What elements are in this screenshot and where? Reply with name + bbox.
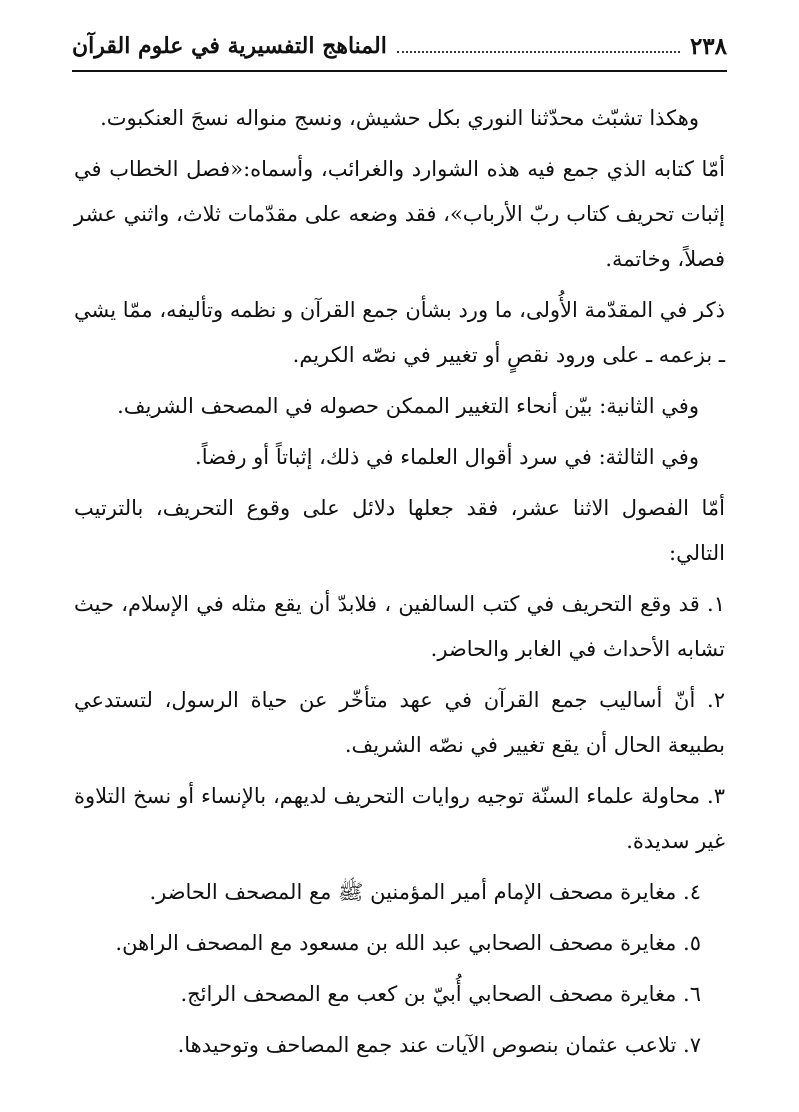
list-item: ٣. محاولة علماء السنّة توجيه روايات التحريف لديهم، بالإنساء أو نسخ التلاوة غير سديدة. xyxy=(74,784,725,853)
list-item: ٦. مغايرة مصحف الصحابي أُبيّ بن كعب مع المصحف الرائج. xyxy=(180,982,701,1006)
book-title: المناهج التفسيرية في علوم القرآن xyxy=(72,33,387,59)
running-header xyxy=(72,28,727,64)
list-item: ٧. تلاعب عثمان بنصوص الآيات عند جمع المصاحف وتوحيدها. xyxy=(177,1033,701,1057)
list-item: ٥. مغايرة مصحف الصحابي عبد الله بن مسعود مع المصحف الراهن. xyxy=(115,931,701,955)
paragraph: وهكذا تشبّث محدّثنا النوري بكل حشيش، ونسج منواله نسجَ العنكبوت. xyxy=(100,106,699,130)
header-rule xyxy=(72,70,727,72)
list-item: ١. قد وقع التحريف في كتب السالفين ، فلابدّ أن يقع مثله في الإسلام، حيث تشابه الأحداث في الغابر والحاضر. xyxy=(74,592,725,661)
paragraph: أمّا الفصول الاثنا عشر، فقد جعلها دلائل على وقوع التحريف، بالترتيب التالي: xyxy=(74,496,725,565)
paragraph: وفي الثالثة: في سرد أقوال العلماء في ذلك، إثباتاً أو رفضاً. xyxy=(195,445,699,469)
paragraph: أمّا كتابه الذي جمع فيه هذه الشوارد والغرائب، وأسماه:«فصل الخطاب في إثبات تحريف كتاب ربّ الأرباب»، فقد وضعه على مقدّمات ثلاث، واثني عشر فصلاً، وخاتمة. xyxy=(74,157,725,271)
page-number: ٢٣٨ xyxy=(689,32,727,60)
header-dot-leader xyxy=(397,51,680,53)
paragraph: ذكر في المقدّمة الأُولى، ما ورد بشأن جمع القرآن و نظمه وتأليفه، ممّا يشي ـ بزعمه ـ على ورود نقصٍ أو تغيير في نصّه الكريم. xyxy=(74,298,725,367)
page-body xyxy=(74,96,725,1074)
list-item: ٢. أنّ أساليب جمع القرآن في عهد متأخّر عن حياة الرسول، لتستدعي بطبيعة الحال أن يقع تغيير في نصّه الشريف. xyxy=(74,688,725,757)
paragraph: وفي الثانية: بيّن أنحاء التغيير الممكن حصوله في المصحف الشريف. xyxy=(117,394,699,418)
list-item: ٤. مغايرة مصحف الإمام أمير المؤمنين ﷺ مع المصحف الحاضر. xyxy=(149,880,701,904)
